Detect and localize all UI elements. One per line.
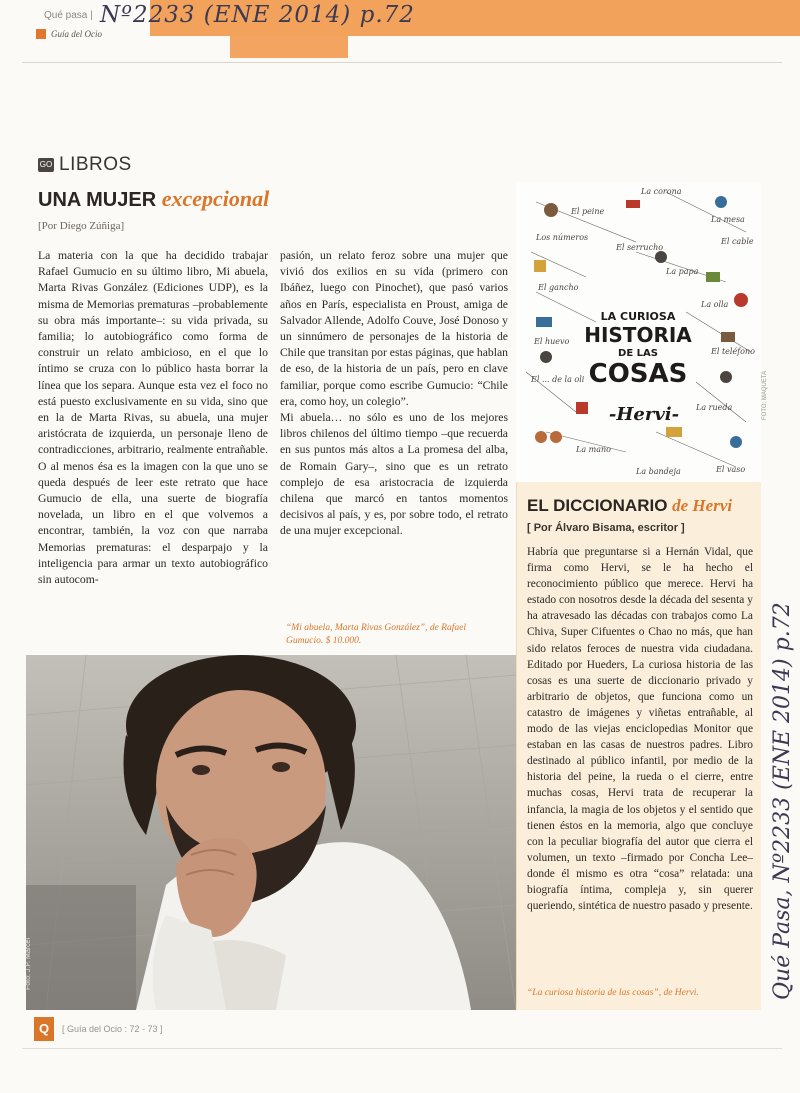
doodle-label: La corona [641, 187, 682, 196]
doodle-label: El huevo [534, 337, 570, 346]
book-cover-image [516, 182, 761, 482]
paragraph: La materia con la que ha decidido trabajar Rafael Gumucio en su último libro, Mi abuela, Marta Rivas González (Ediciones UDP), es la misma de Memorias prematuras –probablemente su obra más importante–: su vida privada, su familia; lo autobiográfico como forma de construir un relato ambicioso, en el que lo íntimo se cruza con lo público hasta borrar la línea que los separa. Aunque esta vez el foco no está puesto exclusivamente en su vida, sino que en la de Marta Rivas, su abuela, una mujer aristócrata de izquierda, un personaje lleno de contradicciones, arbitrario, realmente entrañable. O al menos ésa es la imagen con la que uno se queda después de leer este retrato que hace Gumucio de ella, una suerte de biografía novelada, un libro en el que volvemos a encontrar, también, la voz con que narraba Memorias prematuras: el desparpajo y la inteligencia para armar un texto autobiográfico sin autocom- [38, 249, 268, 587]
doodle-label: El teléfono [711, 347, 755, 356]
divider [22, 62, 782, 63]
doodle-label: La bandeja [636, 467, 681, 476]
cover-title-line: LA CURIOSA [600, 310, 676, 323]
doodle-label: El peine [571, 207, 605, 216]
sidebar-title-accent: de Hervi [672, 496, 733, 515]
page-header [0, 0, 800, 50]
article-column-1 [38, 248, 268, 648]
book-caption: “Mi abuela, Marta Rivas González”, de Rafael Gumucio. $ 10.000. [286, 623, 466, 646]
portrait-illustration [26, 655, 516, 1010]
doodle-label: Los números [536, 233, 589, 242]
doodle-label: El vaso [716, 465, 746, 474]
divider [22, 1048, 782, 1049]
magazine-name: Qué pasa | [44, 10, 93, 21]
article-byline: [Por Diego Zúñiga] [38, 220, 125, 232]
cover-title-line: COSAS [588, 359, 688, 389]
section-title: LIBROS [59, 154, 132, 175]
book-cover-illustration [516, 182, 761, 482]
cover-author: -Hervi- [608, 404, 680, 425]
margin-handwriting: Qué Pasa, Nº2233 (ENE 2014) p.72 [770, 602, 795, 1000]
headline-accent: excepcional [161, 186, 270, 211]
doodle-label: El serrucho [616, 243, 664, 252]
article-headline [38, 186, 269, 212]
doodle-label: El ... de la oli [531, 375, 585, 384]
guide-label [36, 29, 102, 39]
footer-page-ref: [ Guía del Ocio : 72 - 73 ] [62, 1024, 163, 1034]
footer-logo: Q [34, 1017, 54, 1041]
guide-square-icon [36, 29, 46, 39]
book-photo-credit: FOTO: MAQUETA [762, 370, 768, 420]
cover-title-line: DE LAS [618, 348, 658, 359]
paragraph: Mi abuela… no sólo es uno de los mejores libros chilenos del último tiempo –que recuerda en sus puntos más altos a La promesa del alba, de Romain Gary–, sino que es un retrato complejo de esa aristocracia de izquierda chilena que marcó en tantos momentos decisivos al país, y es, por sobre todo, el retrato de una mujer excepcional. [280, 411, 508, 538]
doodle-label: La mesa [711, 215, 745, 224]
sidebar-byline: [ Por Álvaro Bisama, escritor ] [527, 522, 685, 534]
sidebar-caption: “La curiosa historia de las cosas”, de Hervi. [527, 988, 699, 998]
paragraph: pasión, un relato feroz sobre una mujer que vivió dos exilios en su vida (primero con Ibáñez, luego con Pinochet), que pasó varios años en París, especialista en Proust, amiga de Salvador Allende, Adolfo Couve, José Donoso y un sinnúmero de personajes de la historia de Chile que transitan por estas páginas, que hablan de eso, de la historia de un país, pero en clave familiar, porque como escribe Gumucio: “Chile era, como hoy, un colegio”. [280, 249, 508, 408]
photo-credit: Foto: J.P. Marcel [25, 937, 32, 990]
sidebar-body: Habría que preguntarse si a Hernán Vidal, que firma como Hervi, se le ha hecho el reconocimiento público que merece. Hervi ha estado con nosotros desde la década del sesenta y ha atravesado las décadas con trabajos como La Chiva, Super Cifuentes o Chao no más, que han sido relatos feroces de nuestra vida ciudadana. Editado por Hueders, La curiosa historia de las cosas es una suerte de diccionario privado y arbitrario de objetos, que funciona como un catastro de imágenes y viñetas entrañable, al modo de las viejas enciclopedias Monitor que estaban en las casas de nuestros padres. Libro destinado al público infantil, por medio de la historia del peine, la rueda o el cierre, entre muchas cosas, Hervi trata de recuperar la infancia, la magia de los objetos y el sentido que tienen éstos en la memoria, algo que concluye con la peculiar biografía del autor que cierra el volumen, un texto –firmado por Concha Lee– donde él mismo es otra “cosa” relatada: una biografía íntima, compleja y, sin querer queriendo, sintética de nuestro pasado y presente. [527, 546, 753, 913]
page-footer [34, 1017, 163, 1041]
article-column-2 [280, 248, 508, 618]
doodle-label: El cable [721, 237, 754, 246]
section-header [38, 154, 132, 176]
doodle-label: La papa [666, 267, 699, 276]
doodle-label: La rueda [696, 403, 733, 412]
sidebar-title [527, 496, 732, 516]
doodle-label: El gancho [538, 283, 579, 292]
headline-plain: UNA MUJER [38, 189, 162, 211]
doodle-label: La olla [701, 300, 729, 309]
cover-title-line: HISTORIA [584, 323, 692, 347]
handwritten-reference: Nº2233 (ENE 2014) p.72 [100, 2, 415, 28]
review-sidebar [516, 482, 761, 1010]
section-icon: GO [38, 158, 54, 172]
guide-name: Guía del Ocio [51, 29, 102, 39]
sidebar-title-plain: EL DICCIONARIO [527, 496, 673, 515]
doodle-label: La mano [576, 445, 611, 454]
author-photo [26, 655, 516, 1010]
orange-tape-2 [230, 36, 348, 58]
